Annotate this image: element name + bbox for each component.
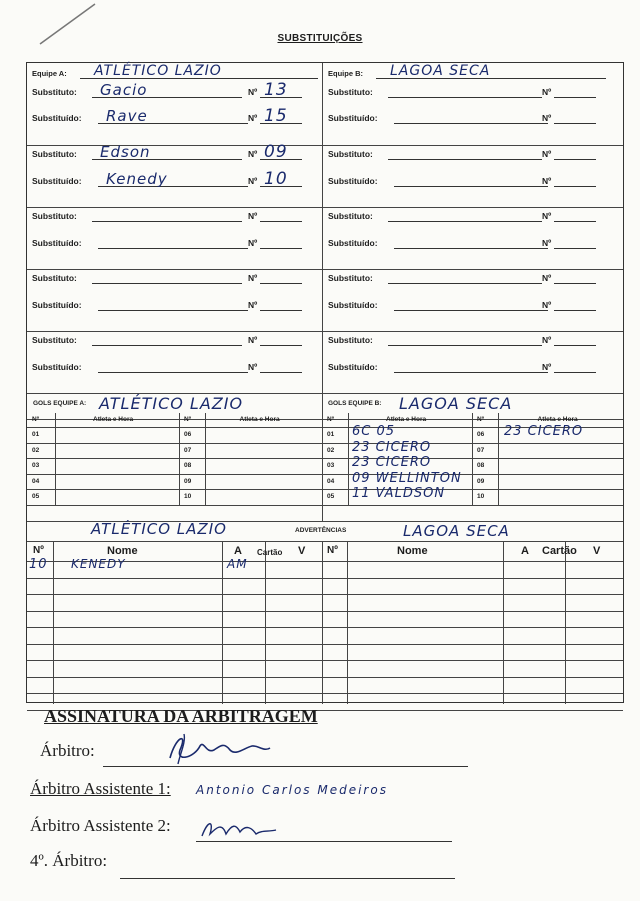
warnings-col-line <box>503 541 504 704</box>
referee-signature <box>140 728 280 770</box>
warnings-a-card-v-header: V <box>298 545 306 557</box>
team_a-substitute-label-3: Substituto: <box>32 211 77 221</box>
warnings-a-card-a-header: A <box>234 545 242 557</box>
warnings-row-line <box>27 594 623 595</box>
team_a-substituted-no-line-5 <box>260 372 302 373</box>
goal-team-b-4: 09 WELLINTON <box>352 470 462 486</box>
referee-label: Árbitro: <box>40 741 95 760</box>
team_a-substitute-no-label-1: Nº <box>248 87 258 97</box>
fourth-referee-label: 4º. Árbitro: <box>30 851 108 870</box>
team_a-substituted-no-label-2: Nº <box>248 176 258 186</box>
team_a-substitute-no-line-4 <box>260 283 302 284</box>
warnings-b-card-a-header: A <box>521 545 529 557</box>
team_b-substituted-line-4 <box>394 310 548 311</box>
team_a-substituted-no-line-3 <box>260 248 302 249</box>
goals-row-line <box>27 474 623 475</box>
goals-col-line <box>348 413 349 505</box>
goals-col-line <box>179 413 180 505</box>
goals-row-no: 04 <box>327 477 335 485</box>
team_a-substituted-name-1: Rave <box>106 107 148 125</box>
team_b-substituted-no-line-1 <box>554 123 596 124</box>
team_b-name: LAGOA SECA <box>390 63 491 79</box>
goals-team-b-label: GOLS EQUIPE B: <box>328 400 382 407</box>
team_a-substituted-label-5: Substituído: <box>32 362 82 372</box>
goal-team-b-5: 11 VALDSON <box>352 486 446 501</box>
team_b-substitute-line-3 <box>388 221 542 222</box>
team_a-substituted-label-1: Substituído: <box>32 113 82 123</box>
goals-row-no: 09 <box>477 477 485 485</box>
goals-row-no: 08 <box>184 462 192 469</box>
fourth-referee-signature-line <box>120 878 455 879</box>
warning-a-no-1: 10 <box>29 557 48 572</box>
warnings-team-b-name: LAGOA SECA <box>403 522 510 540</box>
team_a-substituted-name-2: Kenedy <box>106 170 168 188</box>
assistant2-signature <box>196 814 286 844</box>
team_b-substitute-no-line-1 <box>554 97 596 98</box>
goals-no-header: Nº <box>327 416 335 423</box>
goal-team-b-1: 6C 05 <box>352 424 396 439</box>
substitution-form <box>26 62 624 703</box>
goals-row-no: 09 <box>184 477 192 485</box>
team_a-name: ATLÉTICO LAZIO <box>94 63 222 79</box>
warning-a-name-1: KENEDY <box>71 557 126 571</box>
warnings-row-line <box>27 627 623 628</box>
warnings-col-line <box>347 541 348 704</box>
warnings-a-card-header: Cartão <box>257 548 283 557</box>
goal-team-b-2: 23 CICERO <box>352 439 432 455</box>
warnings-row-line <box>27 660 623 661</box>
assistant2-label: Árbitro Assistente 2: <box>30 816 171 835</box>
team_b-substituted-no-line-4 <box>554 310 596 311</box>
team_b-substituted-no-label-1: Nº <box>542 113 552 123</box>
goals-row-no: 05 <box>327 493 335 500</box>
goals-row-line <box>27 443 623 444</box>
warnings-b-card-v-header: V <box>593 545 601 557</box>
team_a-substitute-no-label-2: Nº <box>248 149 258 159</box>
goals-team-a-name: ATLÉTICO LAZIO <box>99 394 244 413</box>
goals-row-no: 10 <box>477 493 485 500</box>
goals-col-line <box>472 413 473 505</box>
team_b-substitute-no-line-2 <box>554 159 596 160</box>
team_b-substitute-label-2: Substituto: <box>328 149 373 159</box>
team_a-substitute-no-label-3: Nº <box>248 211 258 221</box>
warnings-header-top <box>27 541 623 542</box>
team_a-substitute-label-5: Substituto: <box>32 335 77 345</box>
warnings-col-line <box>322 541 323 704</box>
team_b-substituted-line-1 <box>394 123 548 124</box>
signatures-heading: ASSINATURA DA ARBITRAGEM <box>44 706 318 726</box>
team_a-substituted-line-5 <box>98 372 248 373</box>
team_a-substituted-line-3 <box>98 248 248 249</box>
goals-row-no: 02 <box>32 446 40 454</box>
team_a-substitute-no-label-5: Nº <box>248 335 258 345</box>
team_b-label: Equipe B: <box>328 69 363 78</box>
team_a-substituted-label-2: Substituído: <box>32 176 82 186</box>
goals-athlete-header: Atleta e Hora <box>93 416 134 423</box>
goals-col-line <box>322 413 323 505</box>
warnings-row-line <box>27 677 623 678</box>
team_a-substitute-label-1: Substituto: <box>32 87 77 97</box>
goals-row-no: 03 <box>327 462 335 469</box>
goal-team-b-6: 23 CICERO <box>504 424 584 439</box>
team_b-substituted-line-5 <box>394 372 548 373</box>
team_b-substituted-label-1: Substituído: <box>328 113 378 123</box>
goals-athlete-header: Atleta e Hora <box>537 416 578 423</box>
goals-row-no: 02 <box>327 446 335 454</box>
team_a-substitute-no-line-3 <box>260 221 302 222</box>
goals-col-line <box>55 413 56 505</box>
team_a-substituted-label-3: Substituído: <box>32 238 82 248</box>
team_a-substituted-no-label-1: Nº <box>248 113 258 123</box>
team_b-substitute-no-line-3 <box>554 221 596 222</box>
goals-row-no: 07 <box>477 446 485 454</box>
warnings-team-a-name: ATLÉTICO LAZIO <box>91 520 227 538</box>
goals-col-line <box>205 413 206 505</box>
goals-row-no: 06 <box>477 431 485 438</box>
warnings-a-no-header: Nº <box>33 545 44 556</box>
team_a-substitute-line-5 <box>92 345 242 346</box>
warnings-col-line <box>222 541 223 704</box>
team_a-substitute-name-2: Edson <box>100 143 151 161</box>
team_b-substituted-label-5: Substituído: <box>328 362 378 372</box>
team_a-substitute-no-1: 13 <box>264 80 288 100</box>
team_a-substituted-no-label-4: Nº <box>248 300 258 310</box>
team_b-substitute-no-label-2: Nº <box>542 149 552 159</box>
team_a-substituted-no-label-5: Nº <box>248 362 258 372</box>
goals-row-no: 04 <box>32 477 40 485</box>
warnings-a-name-header: Nome <box>107 545 138 557</box>
team_a-substituted-no-2: 10 <box>264 169 288 189</box>
team_b-substitute-label-4: Substituto: <box>328 273 373 283</box>
goals-row-line <box>27 458 623 459</box>
goals-row-no: 07 <box>184 446 192 454</box>
warnings-col-line <box>565 541 566 704</box>
warnings-row-line <box>27 644 623 645</box>
team_a-substitute-no-2: 09 <box>264 142 288 162</box>
team_b-substitute-line-1 <box>388 97 542 98</box>
team_a-substituted-label-4: Substituído: <box>32 300 82 310</box>
team_a-substitute-label-2: Substituto: <box>32 149 77 159</box>
warnings-b-no-header: Nº <box>327 545 338 556</box>
team_b-substituted-no-label-3: Nº <box>542 238 552 248</box>
team_a-substituted-no-line-4 <box>260 310 302 311</box>
goals-no-header: Nº <box>477 416 485 423</box>
team_b-substituted-line-3 <box>394 248 548 249</box>
scan-corner-mark <box>0 0 120 60</box>
warnings-b-name-header: Nome <box>397 545 428 557</box>
team_b-substitute-no-label-4: Nº <box>542 273 552 283</box>
goals-no-header: Nº <box>32 416 40 423</box>
team_b-substitute-no-line-5 <box>554 345 596 346</box>
team_a-substitute-line-4 <box>92 283 242 284</box>
goal-team-b-3: 23 CICERO <box>352 455 432 470</box>
team_a-substituted-no-1: 15 <box>264 106 288 126</box>
warnings-row-line <box>27 578 623 579</box>
goals-row-line <box>27 489 623 490</box>
goals-row-no: 10 <box>184 493 192 500</box>
goals-team-a-label: GOLS EQUIPE A: <box>33 400 87 407</box>
assistant1-signature: Antonio Carlos Medeiros <box>196 783 388 797</box>
team_b-substitute-label-5: Substituto: <box>328 335 373 345</box>
team_a-substitute-name-1: Gacio <box>100 81 148 99</box>
team_b-substitute-label-3: Substituto: <box>328 211 373 221</box>
goals-row-no: 05 <box>32 493 40 500</box>
team_b-substituted-label-3: Substituído: <box>328 238 378 248</box>
team_a-substitute-no-label-4: Nº <box>248 273 258 283</box>
goals-row-line <box>27 505 623 506</box>
goals-no-header: Nº <box>184 416 192 423</box>
team_b-substituted-no-label-5: Nº <box>542 362 552 372</box>
team_b-substitute-label-1: Substituto: <box>328 87 373 97</box>
warnings-col-line <box>265 541 266 704</box>
team_b-substituted-no-label-4: Nº <box>542 300 552 310</box>
goals-team-b-name: LAGOA SECA <box>399 394 513 413</box>
team_a-substituted-no-label-3: Nº <box>248 238 258 248</box>
warning-a-card-a-1: AM <box>227 557 248 571</box>
team_b-substitute-line-5 <box>388 345 542 346</box>
team_b-substitute-no-label-3: Nº <box>542 211 552 221</box>
warnings-row-line <box>27 693 623 694</box>
team_b-substituted-line-2 <box>394 186 548 187</box>
team_a-substitute-label-4: Substituto: <box>32 273 77 283</box>
team_a-label: Equipe A: <box>32 69 67 78</box>
goals-col-line <box>498 413 499 505</box>
warnings-b-card-header: Cartão <box>542 545 577 557</box>
form-title: SUBSTITUIÇÕES <box>277 33 363 44</box>
team_a-substitute-no-line-5 <box>260 345 302 346</box>
warnings-col-line <box>53 541 54 704</box>
goals-row-no: 03 <box>32 462 40 469</box>
team_b-substitute-no-label-5: Nº <box>542 335 552 345</box>
goals-row-no: 06 <box>184 431 192 438</box>
team_a-substituted-line-4 <box>98 310 248 311</box>
assistant1-label-text: Árbitro Assistente 1: <box>30 779 171 798</box>
warnings-row-line <box>27 611 623 612</box>
team_b-substituted-label-4: Substituído: <box>328 300 378 310</box>
team_b-substituted-label-2: Substituído: <box>328 176 378 186</box>
team_b-substituted-no-line-3 <box>554 248 596 249</box>
team_a-substitute-line-3 <box>92 221 242 222</box>
assistant1-label <box>30 779 171 799</box>
goals-athlete-header: Atleta e Hora <box>386 416 427 423</box>
goals-row-no: 01 <box>327 431 335 438</box>
goals-row-no: 01 <box>32 431 40 438</box>
team_b-substituted-no-line-2 <box>554 186 596 187</box>
team_b-substituted-no-line-5 <box>554 372 596 373</box>
team_b-substitute-line-2 <box>388 159 542 160</box>
team_b-substitute-no-label-1: Nº <box>542 87 552 97</box>
goals-athlete-header: Atleta e Hora <box>239 416 280 423</box>
warnings-label: ADVERTÊNCIAS <box>295 527 347 534</box>
team_b-substitute-no-line-4 <box>554 283 596 284</box>
team_b-substituted-no-label-2: Nº <box>542 176 552 186</box>
team_b-substitute-line-4 <box>388 283 542 284</box>
goals-row-no: 08 <box>477 462 485 469</box>
